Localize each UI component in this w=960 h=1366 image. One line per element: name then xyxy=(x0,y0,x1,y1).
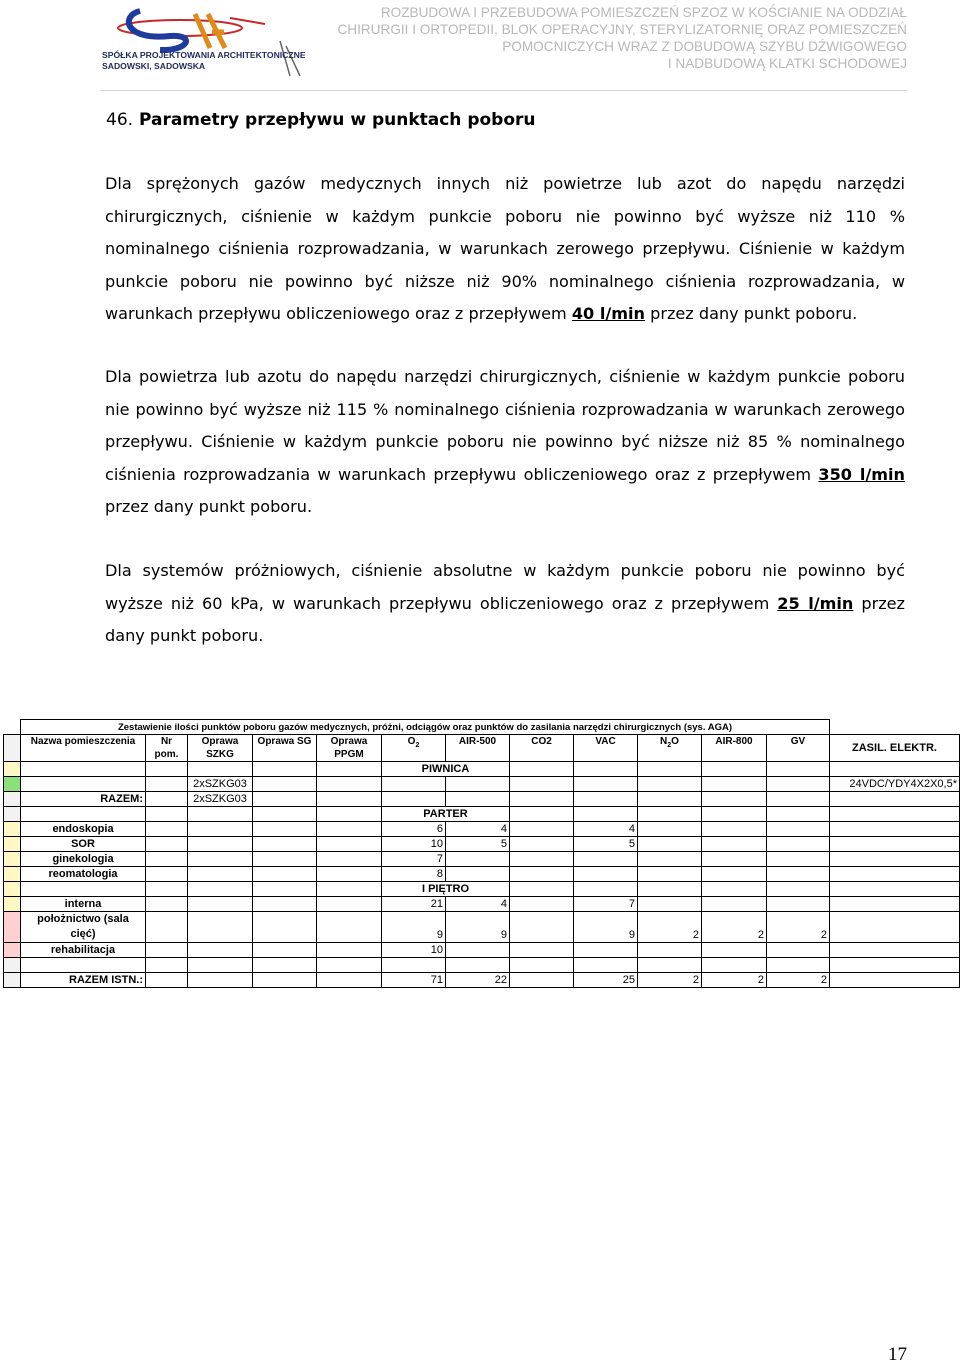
cell-o2: 21 xyxy=(382,897,446,912)
cell-gv: 2 xyxy=(767,973,830,988)
cell-room: rehabilitacja xyxy=(21,943,146,958)
cell-szkg: 2xSZKG03 xyxy=(188,777,253,792)
paragraph-vacuum xyxy=(105,555,905,653)
cell-air500: 4 xyxy=(446,897,510,912)
table-row xyxy=(4,777,960,792)
paragraph-surgical-air xyxy=(105,361,905,524)
paragraph-text: Dla powietrza lub azotu do napędu narzędzi chirurgicznych, ciśnienie w każdym punkcie poboru nie powinno być wyższe niż 115 % nominalnego ciśnienia rozprowadzania w warunkach zerowego przepływu. Ciśnienie w każdym punkcie poboru nie powinno być niższe niż 85 % nominalnego ciśnienia rozprowadzania w warunkach przepływu obliczeniowego oraz z przepływem xyxy=(105,367,905,484)
paragraph-text: przez dany punkt poboru. xyxy=(105,497,313,517)
document-header xyxy=(337,4,907,72)
floor-label-pietro: I PIĘTRO xyxy=(382,882,510,897)
table-row xyxy=(4,852,960,867)
cell-o2: 71 xyxy=(382,973,446,988)
col-header-gv: GV xyxy=(767,735,830,762)
cell-room: SOR xyxy=(21,837,146,852)
table-total-row xyxy=(4,973,960,988)
cell-room: RAZEM: xyxy=(21,792,146,807)
col-header-power: ZASIL. ELEKTR. xyxy=(830,735,960,762)
cell-vac: 9 xyxy=(574,912,638,943)
cell-room: endoskopia xyxy=(21,822,146,837)
paragraph-gases xyxy=(105,168,905,331)
col-header-air800: AIR-800 xyxy=(702,735,767,762)
table-row xyxy=(4,822,960,837)
cell-n2o: 2 xyxy=(638,912,702,943)
logo-text-line1: SPÓŁKA PROJEKTOWANIA ARCHITEKTONICZNEGO xyxy=(102,50,305,60)
col-header-sg: Oprawa SG xyxy=(253,735,317,762)
header-line: CHIRURGII I ORTOPEDII, BLOK OPERACYJNY, STERYLIZATORNIĘ ORAZ POMIESZCZEŃ xyxy=(337,22,907,37)
col-header-room: Nazwa pomieszczenia xyxy=(21,735,146,762)
col-header-co2: CO2 xyxy=(510,735,574,762)
cell-power: 24VDC/YDY4X2X0,5* xyxy=(830,777,960,792)
cell-room: reomatologia xyxy=(21,867,146,882)
cell-gv: 2 xyxy=(767,912,830,943)
logo-text-line2: SADOWSKI, SADOWSKA xyxy=(102,61,206,71)
paragraph-text: przez dany punkt poboru. xyxy=(105,593,905,646)
header-line: POMOCNICZYCH WRAZ Z DOBUDOWĄ SZYBU DŹWIGOWEGO xyxy=(502,39,907,54)
col-header-air500: AIR-500 xyxy=(446,735,510,762)
paragraph-text: Dla systemów próżniowych, ciśnienie absolutne w każdym punkcie poboru nie powinno być wyższe niż 60 kPa, w warunkach przepływu obliczeniowego oraz z przepływem xyxy=(105,561,905,613)
header-line: ROZBUDOWA I PRZEBUDOWA POMIESZCZEŃ SPZOZ W KOŚCIANIE NA ODDZIAŁ xyxy=(380,5,907,20)
gas-points-table xyxy=(3,719,960,988)
header-divider xyxy=(100,90,907,91)
table-caption: Zestawienie ilości punktów poboru gazów medycznych, próżni, odciągów oraz punktów do zasilania narzędzi chirurgicznych (sys. AGA) xyxy=(21,720,830,735)
floor-label-parter: PARTER xyxy=(382,807,510,822)
logo-graphic xyxy=(100,6,305,78)
page-number: 17 xyxy=(888,1344,907,1365)
cell-o2: 10 xyxy=(382,943,446,958)
flow-value: 350 l/min xyxy=(818,464,905,484)
flow-value: 40 l/min xyxy=(571,304,645,324)
col-header-n2o: $N_2O$ xyxy=(638,735,702,762)
header-line: I NADBUDOWĄ KLATKI SCHODOWEJ xyxy=(667,56,907,71)
table-row xyxy=(4,912,960,943)
floor-label-piwnica: PIWNICA xyxy=(382,762,510,777)
cell-vac: 4 xyxy=(574,822,638,837)
table-row xyxy=(4,897,960,912)
col-header-szkg: Oprawa SZKG xyxy=(188,735,253,762)
cell-o2: 7 xyxy=(382,852,446,867)
cell-room: położnictwo (sala cięć) xyxy=(21,912,146,943)
cell-n2o: 2 xyxy=(638,973,702,988)
cell-air500: 5 xyxy=(446,837,510,852)
cell-vac: 25 xyxy=(574,973,638,988)
cell-o2: 10 xyxy=(382,837,446,852)
paragraph-text: Dla sprężonych gazów medycznych innych niż powietrze lub azot do napędu narzędzi chirurgicznych, ciśnienie w każdym punkcie poboru nie powinno być wyższe niż 110 % nominalnego ciśnienia rozprowadzania, w warunkach zerowego przepływu. Ciśnienie w każdym punkcie poboru nie powinno być niższe niż 90% nominalnego ciśnienia rozprowadzania, w warunkach przepływu obliczeniowego oraz z przepływem xyxy=(105,174,905,324)
col-header-ppgm: Oprawa PPGM xyxy=(317,735,382,762)
section-title: Parametry przepływu w punktach poboru xyxy=(138,110,536,130)
cell-vac: 5 xyxy=(574,837,638,852)
cell-o2: 6 xyxy=(382,822,446,837)
table-row xyxy=(4,867,960,882)
cell-room: ginekologia xyxy=(21,852,146,867)
paragraph-text: przez dany punkt poboru. xyxy=(645,304,858,324)
cell-szkg: 2xSZKG03 xyxy=(188,792,253,807)
flow-value: 25 l/min xyxy=(777,593,854,613)
cell-o2: 9 xyxy=(382,912,446,943)
table-row xyxy=(4,837,960,852)
col-header-nr: Nr pom. xyxy=(146,735,188,762)
company-logo xyxy=(100,6,305,78)
table-row xyxy=(4,792,960,807)
col-header-vac: VAC xyxy=(574,735,638,762)
table-row xyxy=(4,943,960,958)
cell-vac: 7 xyxy=(574,897,638,912)
cell-air800: 2 xyxy=(702,912,767,943)
cell-air800: 2 xyxy=(702,973,767,988)
section-heading xyxy=(106,110,536,130)
section-number: 46. xyxy=(106,110,134,130)
cell-air500: 22 xyxy=(446,973,510,988)
cell-o2: 8 xyxy=(382,867,446,882)
cell-air500: 9 xyxy=(446,912,510,943)
col-header-o2: $O_2$ xyxy=(382,735,446,762)
cell-air500: 4 xyxy=(446,822,510,837)
cell-room: interna xyxy=(21,897,146,912)
cell-room: RAZEM ISTN.: xyxy=(21,973,146,988)
